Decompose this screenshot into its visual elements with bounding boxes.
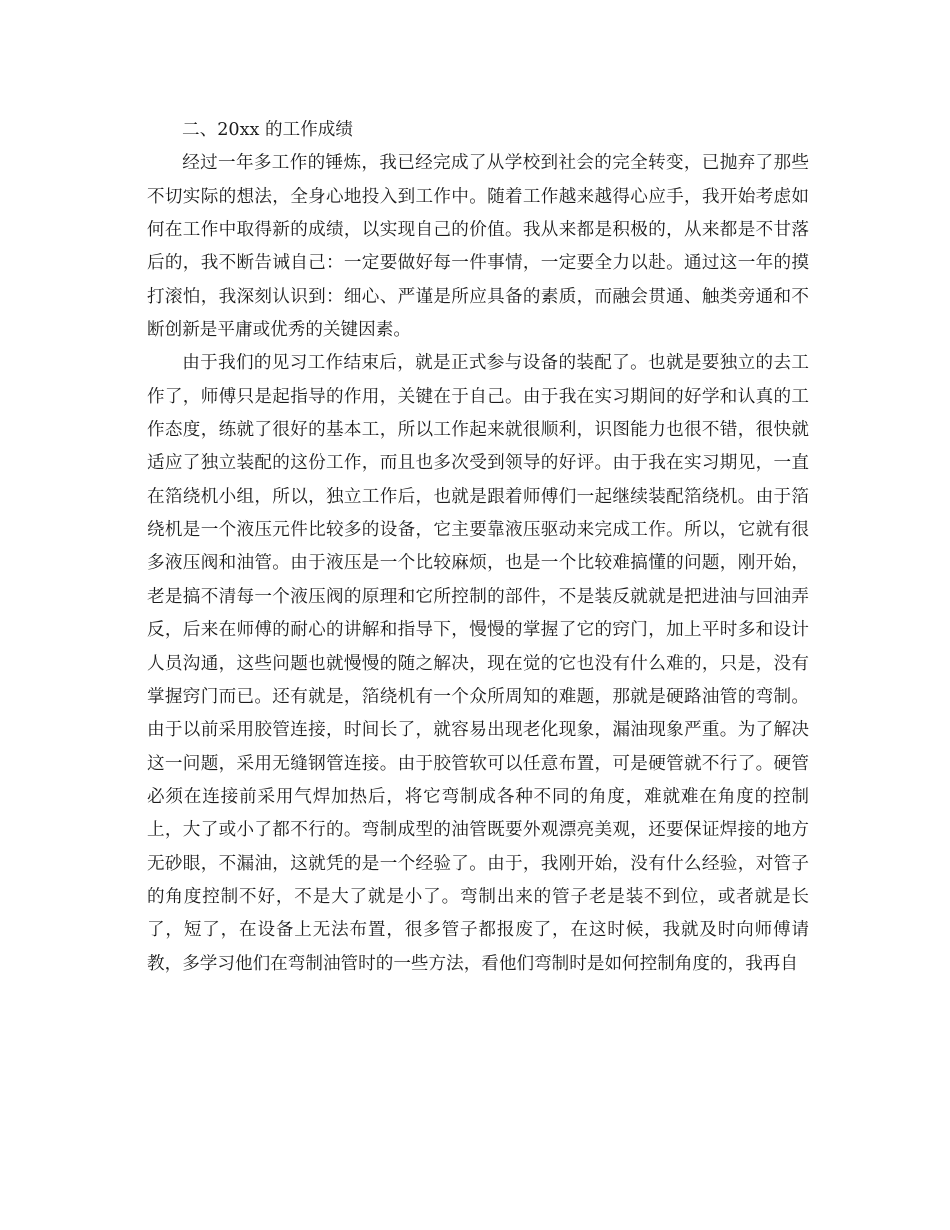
section-heading: 二、20xx 的工作成绩: [182, 120, 353, 140]
document-body: [147, 114, 809, 981]
paragraph-assembly-work: 由于我们的见习工作结束后，就是正式参与设备的装配了。也就是要独立的去工作了，师傅只是起指导的作用，关键在于自己。由于我在实习期间的好学和认真的工作态度，练就了很好的基本工，所以工作起来就很顺利，识图能力也很不错，很快就适应了独立装配的这份工作，而且也多次受到领导的好评。由于我在实习期见，一直在箔绕机小组，所以，独立工作后，也就是跟着师傅们一起继续装配箔绕机。由于箔绕机是一个液压元件比较多的设备，它主要靠液压驱动来完成工作。所以，它就有很多液压阀和油管。由于液压是一个比较麻烦，也是一个比较难搞懂的问题，刚开始，老是搞不清每一个液压阀的原理和它所控制的部件，不是装反就就是把进油与回油弄反，后来在师傅的耐心的讲解和指导下，慢慢的掌握了它的窍门，加上平时多和设计人员沟通，这些问题也就慢慢的随之解决，现在觉的它也没有什么难的，只是，没有掌握窍门而已。还有就是，箔绕机有一个众所周知的难题，那就是硬路油管的弯制。由于以前采用胶管连接，时间长了，就容易出现老化现象，漏油现象严重。为了解决这一问题，采用无缝钢管连接。由于胶管软可以任意布置，可是硬管就不行了。硬管必须在连接前采用气焊加热后，将它弯制成各种不同的角度，难就难在角度的控制上，大了或小了都不行的。弯制成型的油管既要外观漂亮美观，还要保证焊接的地方无砂眼，不漏油，这就凭的是一个经验了。由于，我刚开始，没有什么经验，对管子的角度控制不好，不是大了就是小了。弯制出来的管子老是装不到位，或者就是长了，短了，在设备上无法布置，很多管子都报废了，在这时候，我就及时向师傅请教，多学习他们在弯制油管时的一些方法，看他们弯制时是如何控制角度的，我再自: [147, 353, 809, 974]
paragraph-work-reflection: 经过一年多工作的锤炼，我已经完成了从学校到社会的完全转变，已抛弃了那些不切实际的想法，全身心地投入到工作中。随着工作越来越得心应手，我开始考虑如何在工作中取得新的成绩，以实现自己的价值。我从来都是积极的，从来都是不甘落后的，我不断告诫自己：一定要做好每一件事情，一定要全力以赴。通过这一年的摸打滚怕，我深刻认识到：细心、严谨是所应具备的素质，而融会贯通、触类旁通和不断创新是平庸或优秀的关键因素。: [147, 153, 809, 341]
